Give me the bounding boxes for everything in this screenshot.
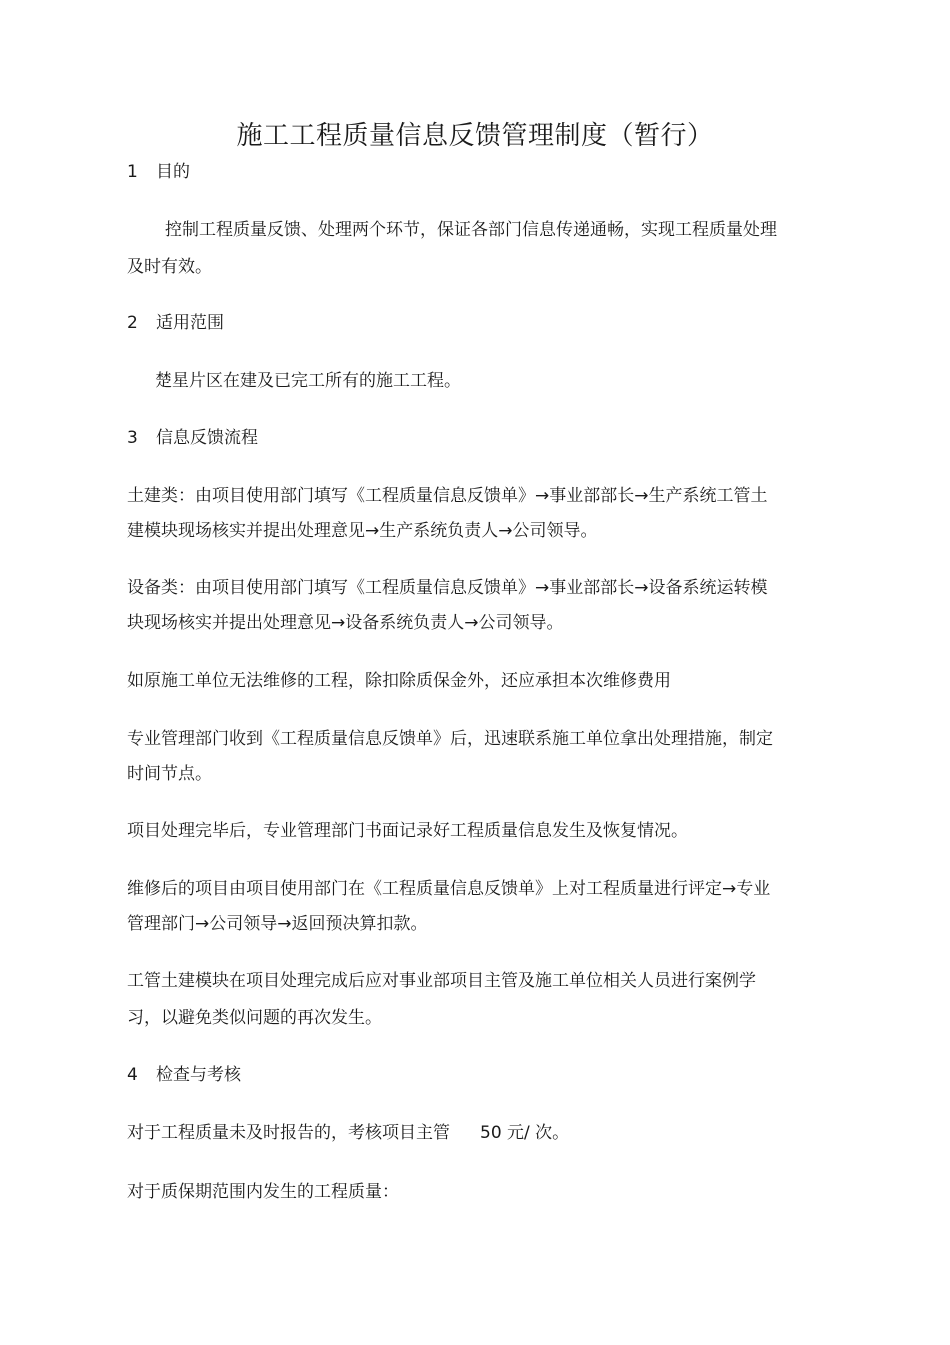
section-number: 4	[127, 1065, 138, 1085]
section-heading-4	[127, 1063, 241, 1087]
section-number: 3	[127, 428, 138, 448]
paragraph-civil-line-1: 土建类：由项目使用部门填写《工程质量信息反馈单》→事业部部长→生产系统工管土	[127, 486, 768, 506]
section-number: 1	[127, 162, 138, 182]
section-number: 2	[127, 313, 138, 333]
section-title: 目的	[156, 162, 190, 182]
paragraph-penalty	[127, 1121, 569, 1145]
paragraph-purpose-line-2: 及时有效。	[127, 257, 212, 277]
paragraph-equipment-line-1: 设备类：由项目使用部门填写《工程质量信息反馈单》→事业部部长→设备系统运转模	[127, 578, 768, 598]
section-title: 检查与考核	[156, 1065, 241, 1085]
paragraph-evaluation-line-1: 维修后的项目由项目使用部门在《工程质量信息反馈单》上对工程质量进行评定→专业	[127, 879, 771, 899]
penalty-amount: 50 元/ 次。	[480, 1123, 570, 1143]
paragraph-equipment-line-2: 块现场核实并提出处理意见→设备系统负责人→公司领导。	[127, 613, 564, 633]
section-title: 适用范围	[156, 313, 224, 333]
paragraph-department-line-2: 时间节点。	[127, 764, 212, 784]
section-title: 信息反馈流程	[156, 428, 258, 448]
paragraph-warranty: 对于质保期范围内发生的工程质量：	[127, 1182, 399, 1202]
paragraph-scope: 楚星片区在建及已完工所有的施工工程。	[155, 371, 461, 391]
paragraph-department-line-1: 专业管理部门收到《工程质量信息反馈单》后，迅速联系施工单位拿出处理措施，制定	[127, 729, 773, 749]
paragraph-case-study-line-2: 习，以避免类似问题的再次发生。	[127, 1008, 382, 1028]
paragraph-repair: 如原施工单位无法维修的工程，除扣除质保金外，还应承担本次维修费用	[127, 671, 671, 691]
paragraph-case-study-line-1: 工管土建模块在项目处理完成后应对事业部项目主管及施工单位相关人员进行案例学	[127, 971, 756, 991]
document-title: 施工工程质量信息反馈管理制度（暂行）	[236, 121, 714, 151]
section-heading-3	[127, 426, 258, 450]
section-heading-1	[127, 160, 190, 184]
paragraph-civil-line-2: 建模块现场核实并提出处理意见→生产系统负责人→公司领导。	[127, 521, 598, 541]
penalty-text: 对于工程质量未及时报告的，考核项目主管	[127, 1123, 450, 1143]
paragraph-record: 项目处理完毕后，专业管理部门书面记录好工程质量信息发生及恢复情况。	[127, 821, 688, 841]
paragraph-evaluation-line-2: 管理部门→公司领导→返回预决算扣款。	[127, 914, 428, 934]
paragraph-purpose-line-1: 控制工程质量反馈、处理两个环节，保证各部门信息传递通畅，实现工程质量处理	[165, 220, 777, 240]
section-heading-2	[127, 311, 224, 335]
